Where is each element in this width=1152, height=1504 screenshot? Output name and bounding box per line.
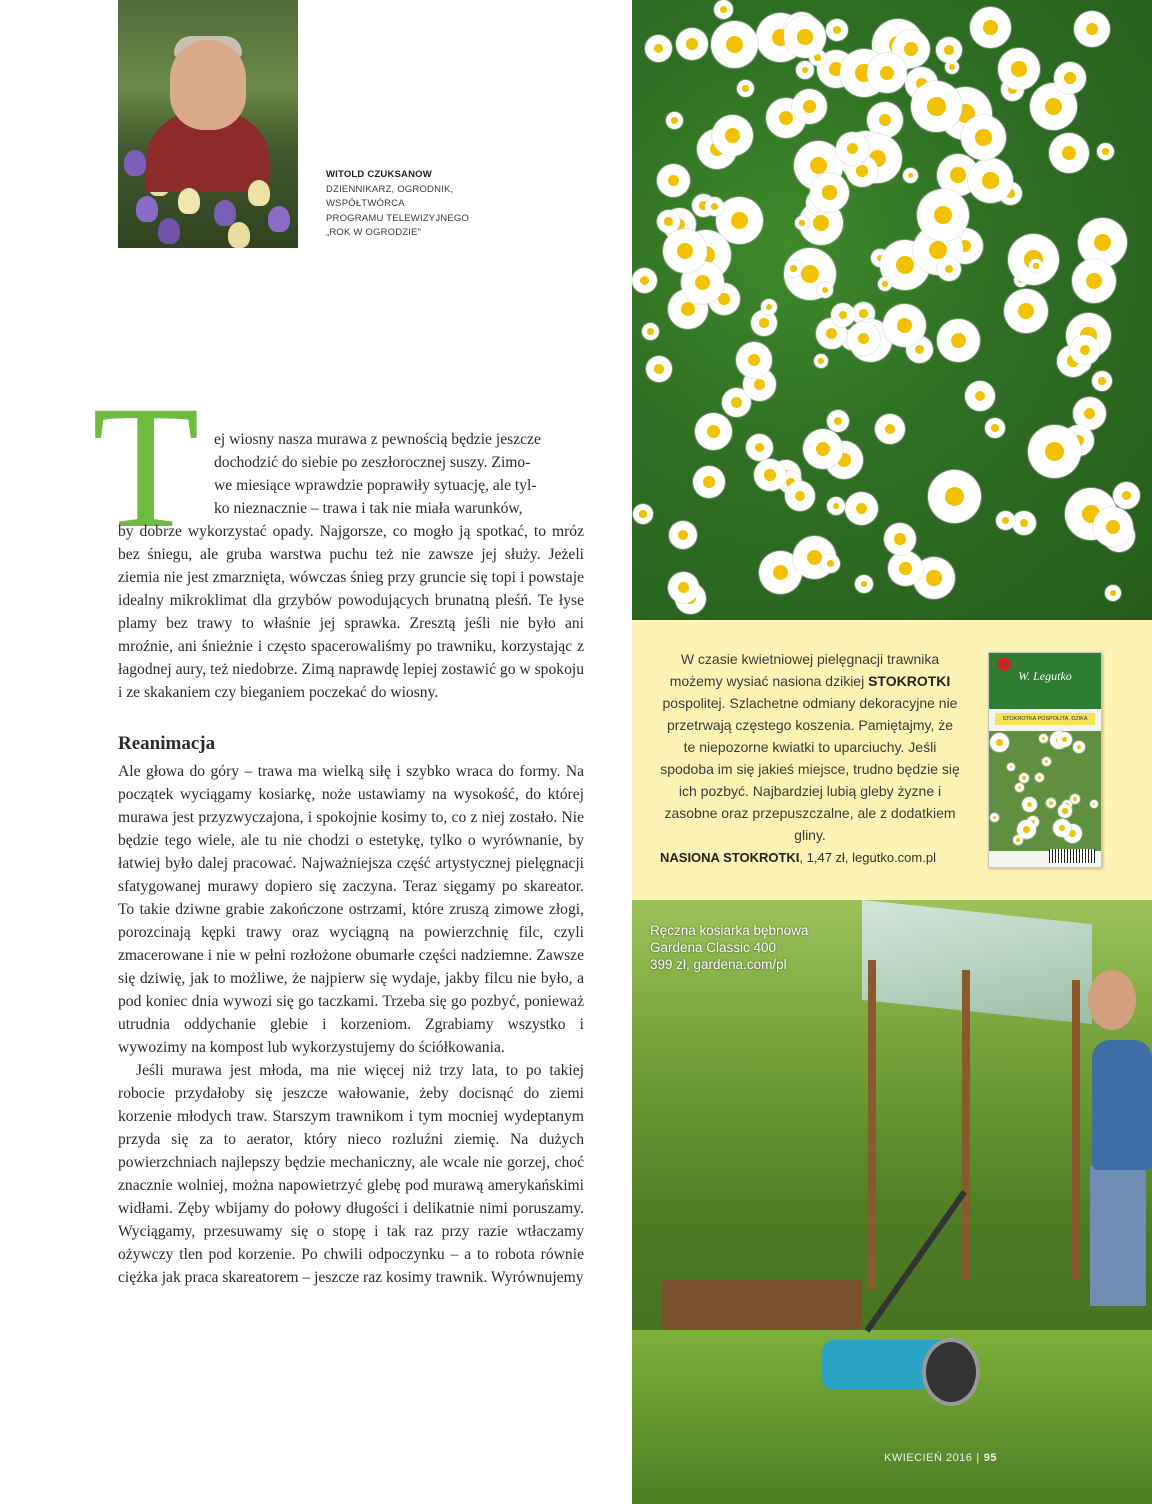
lead-rest: by dobrze wykorzystać opady. Najgorsze, co mogło ją spotkać, to mróz bez śniegu, ale gruba warstwa puchu też nie zawsze jej służy. Jeżeli ziemia nie jest zmarznięta, wówczas śnieg przy gruncie się topi i powstaje idealny mikroklimat dla grzybów powodujących brunatną pleśń. Te łyse plamy bez trawy to właśnie jej sprawka. Zresztą jeśli nie było ani mroźnie, ani śnieżnie i często spacerowaliśmy po trawniku, korzystając z łagodnej aury, też niedobrze. Zimą naprawdę lepiej zostawić go w spokoju i ze skakaniem czy bieganiem poczekać do wiosny.	[118, 523, 584, 701]
daisy-flower	[1042, 757, 1051, 766]
daisy-flower	[785, 260, 802, 277]
seed-packet-image	[988, 652, 1102, 868]
daisy-flower	[855, 575, 873, 593]
daisy-flower	[795, 216, 809, 230]
daisy-flower	[1074, 11, 1110, 47]
daisy-flower	[888, 551, 923, 586]
daisy-flower	[1022, 797, 1037, 812]
daisy-flower	[645, 35, 672, 62]
daisy-flower	[1015, 783, 1024, 792]
daisy-flower	[998, 48, 1040, 90]
seed-packet-brand: W. Legutko	[1018, 669, 1072, 683]
daisy-flower	[1053, 819, 1071, 837]
daisy-flower	[1072, 259, 1116, 303]
daisy-flower	[1097, 143, 1114, 160]
lead-line: dochodzić do siebie po zeszłorocznej suszy. Zimo-	[214, 454, 531, 471]
daisy-flower	[883, 304, 926, 347]
daisy-flower	[754, 459, 786, 491]
daisy-flower	[657, 164, 690, 197]
daisy-flower	[646, 356, 672, 382]
mower-caption	[650, 922, 808, 973]
author-role-line: DZIENNIKARZ, OGRODNIK,	[326, 183, 454, 195]
paragraph: Ale głowa do góry – trawa ma wielką siłę i szybko wraca do formy. Na początek wyciągamy kosiarkę, noże ustawiamy na wysokość, do której murawa jest przyzwyczajona, i spokojnie kosimy to, co z niej zostało. Nie będzie tego wiele, ale tu nie chodzi o estetykę, tylko o wyrównanie, by łatwiej było dalej pracować. Najważniejsza część artystycznej pielęgnacji sfatygowanej murawy dopiero się zaczyna. Teraz sięgamy po skareator. To takie dziwne grabie zakończone ostrzami, które zruszą zimowe złogi, porozcinają kępki trawy oraz wyciągną na powierzchnię filc, czyli zmacerowane i nie w pełni rozłożone obumarłe części nadziemne. Zawsze się dziwię, jak to możliwe, że najpierw się wydaje, jakby filcu nie było, a pod koniec dnia wywozi się go taczkami. Trzeba się go pozbyć, ponieważ utrudnia oddychanie glebie i korzeniom. Zgrabiamy wszystko i wywozimy na kompost lub wykorzystujemy do ściółkowania.	[118, 763, 584, 1056]
daisy-flower	[928, 470, 981, 523]
author-photo	[118, 0, 298, 248]
daisy-flower	[827, 497, 845, 515]
daisy-flower	[996, 511, 1015, 530]
promo-highlight: STOKROTKI	[868, 673, 951, 689]
author-role-line: WSPÓŁTWÓRCA	[326, 198, 405, 209]
daisy-flower	[903, 168, 918, 183]
daisy-flower	[761, 299, 777, 315]
daisy-flower	[711, 21, 758, 68]
page-number: 95	[983, 1452, 998, 1464]
daisy-flower	[1073, 741, 1085, 753]
daisy-flower	[712, 115, 753, 156]
daisy-flower	[814, 354, 828, 368]
daisy-flower	[663, 229, 707, 273]
product-credit	[660, 848, 980, 868]
daisy-flower	[1093, 507, 1133, 547]
daisy-flower	[826, 19, 848, 41]
daisy-flower	[669, 521, 697, 549]
daisy-flower	[867, 53, 907, 93]
daisy-flower	[1004, 289, 1048, 333]
daisy-flower	[961, 115, 1006, 160]
daisy-flower	[836, 132, 869, 165]
lead-line: ko nieznacznie – trawa i tak nie miała warunków,	[214, 500, 523, 517]
lead-line: we miesiące wprawdzie poprawiły sytuację, ale tyl-	[214, 477, 537, 494]
daisy-flower	[746, 434, 773, 461]
daisy-flower	[693, 466, 725, 498]
daisy-flower	[1012, 511, 1036, 535]
daisy-flower	[1007, 763, 1015, 771]
daisy-flower	[878, 277, 892, 291]
daisy-flower	[666, 112, 683, 129]
daisy-flower	[937, 257, 961, 281]
daisy-flower	[714, 0, 733, 19]
daisy-flower	[792, 89, 827, 124]
author-role-line: „ROK W OGRODZIE”	[326, 227, 422, 238]
daisy-flower	[784, 16, 826, 58]
daisy-flower	[1029, 259, 1043, 273]
folio-month: KWIECIEŃ 2016	[884, 1452, 973, 1464]
daisy-flower	[936, 37, 962, 63]
product-price-source: , 1,47 zł, legutko.com.pl	[799, 850, 936, 865]
product-name: NASIONA STOKROTKI	[660, 850, 800, 865]
daisy-flower	[937, 319, 980, 362]
daisy-flower	[633, 504, 653, 524]
daisy-flower	[990, 733, 1009, 752]
author-role-line: PROGRAMU TELEWIZYJNEGO	[326, 212, 470, 224]
daisy-flower	[911, 81, 962, 132]
daisy-flower	[796, 61, 814, 79]
author-caption	[326, 168, 526, 241]
daisy-flower	[1105, 585, 1121, 601]
daisy-flower	[917, 189, 969, 241]
promo-text	[660, 648, 960, 846]
daisy-flower	[884, 523, 916, 555]
daisy-flower	[785, 481, 815, 511]
daisy-flower	[817, 282, 833, 298]
seed-packet-label: STOKROTKA POSPOLITA, DZIKA	[995, 713, 1095, 725]
daisy-flower	[695, 413, 732, 450]
daisy-flower	[803, 429, 843, 469]
lead-line: ej wiosny nasza murawa z pewnością będzie jeszcze	[214, 431, 541, 448]
daisy-flower	[1090, 800, 1098, 808]
daisy-flower	[968, 158, 1013, 203]
daisy-flower	[1039, 734, 1048, 743]
mower-caption-line: 399 zł, gardena.com/pl	[650, 957, 787, 972]
author-name: WITOLD CZUKSANOW	[326, 169, 432, 180]
daisy-flower	[990, 813, 999, 822]
daisy-flower	[965, 381, 995, 411]
daisy-flower	[1017, 820, 1036, 839]
daisy-flower	[970, 7, 1011, 48]
section-heading: Reanimacja	[118, 733, 216, 754]
daisy-flower	[676, 28, 708, 60]
daisy-flower	[1049, 133, 1089, 173]
promo-text-end: pospolitej. Szlachetne odmiany dekoracyjne nie przetrwają częstego koszenia. Pamiętajmy, że te niepozorne kwiatki to uparciuchy. Jeśli spodoba im się jakieś miejsce, trudno będzie się ich pozbyć. Najbardziej lubią gleby żyzne i zasobne oraz przepuszczalne, ale z dodatkiem gliny.	[660, 695, 960, 843]
daisy-flower	[1054, 62, 1086, 94]
daisy-flower	[985, 418, 1005, 438]
daisy-flower	[705, 197, 724, 216]
daisy-flower	[632, 268, 657, 293]
daisy-flower	[1113, 482, 1140, 509]
lead-paragraph	[118, 428, 584, 704]
daisy-flower	[827, 410, 849, 432]
daisy-flower	[821, 554, 840, 573]
article-body	[118, 428, 584, 1289]
daisy-flower	[1028, 425, 1081, 478]
daisy-flower	[1092, 371, 1112, 391]
daisy-flower	[1070, 335, 1100, 365]
daisy-flower	[1035, 773, 1044, 782]
daisy-flower	[668, 572, 699, 603]
daisy-flower	[1019, 773, 1029, 783]
daisy-photo	[632, 0, 1152, 620]
daisy-flower	[845, 492, 878, 525]
barcode-icon	[1049, 849, 1095, 863]
mower-caption-line: Ręczna kosiarka bębnowa	[650, 923, 809, 938]
mower-photo	[632, 900, 1152, 1504]
daisy-flower	[642, 323, 659, 340]
drop-cap: T	[92, 370, 200, 565]
daisy-flower	[831, 303, 855, 327]
paragraph: Jeśli murawa jest młoda, ma nie więcej niż trzy lata, to po takiej robocie przydałoby się jeszcze wałowanie, żeby docisnąć do ziemi korzenie młodych traw. Starszym trawnikom i tym mocniej wydeptanym przyda się za to aerator, który nieco rozluźni ziemię. Na dużych powierzchniach najlepszy będzie mechaniczny, ale wcale nie gorzej, choć znacznie wolniej, można napowietrzyć glebę pod murawą amerykańskimi widłami. Zęby wbijamy do połowy długości i delikatnie nimi poruszamy. Wyciągamy, przesuwamy się o stopę i tak raz przy razie wtłaczamy ożywczy tlen pod korzenie. Po chwili odpoczynku – a to robota równie ciężka jak praca skareatorem – jeszcze raz kosimy trawnik. Wyrównujemy	[118, 1062, 584, 1286]
promo-box	[632, 620, 1152, 900]
mower-caption-line: Gardena Classic 400	[650, 940, 777, 955]
daisy-flower	[1058, 804, 1072, 818]
daisy-flower	[736, 342, 772, 378]
daisy-flower	[1046, 798, 1056, 808]
daisy-flower	[847, 322, 880, 355]
daisy-flower	[737, 80, 754, 97]
daisy-flower	[810, 173, 849, 212]
daisy-flower	[1057, 732, 1072, 747]
promo-text-start: W czasie kwietniowej pielęgnacji trawnika możemy wysiać nasiona dzikiej	[669, 651, 940, 689]
daisy-flower	[875, 414, 905, 444]
folio: KWIECIEŃ 2016 | 95	[884, 1452, 998, 1464]
